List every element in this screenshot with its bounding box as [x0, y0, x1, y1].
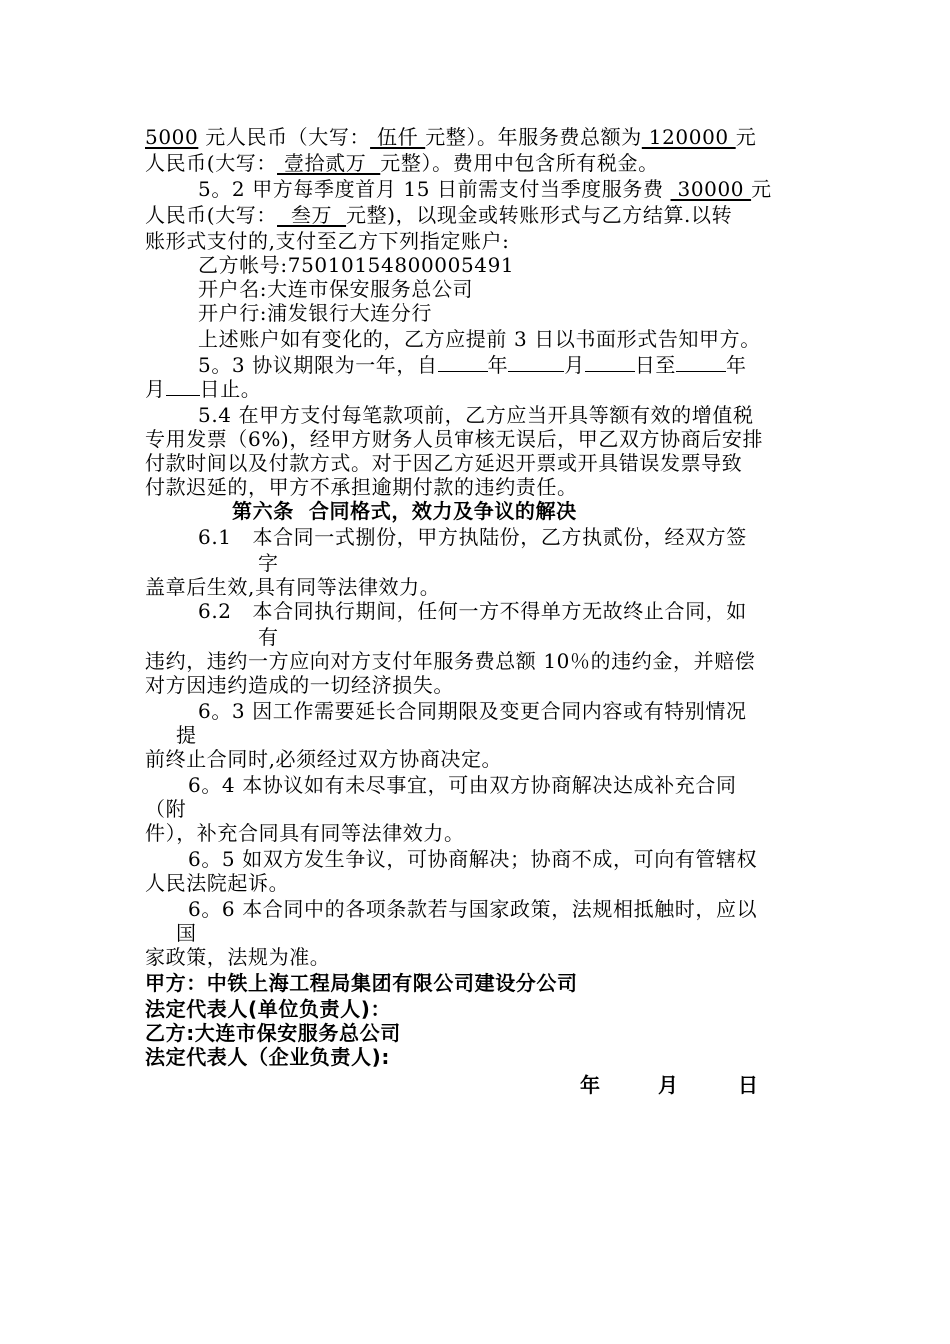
- fee-line-1: 5000 元人民币（大写： 伍仟 元整）。年服务费总额为 120000 元: [145, 125, 757, 149]
- clause-5-3-line-2: 月 日止。: [145, 377, 262, 401]
- party-b-representative: 法定代表人（企业负责人):: [145, 1045, 390, 1069]
- quarterly-fee-amount: 30000: [670, 177, 752, 201]
- clause-6-2-line-2: 有: [258, 625, 279, 649]
- account-number: 乙方帐号:75010154800005491: [198, 253, 515, 277]
- clause-6-1-line-3: 盖章后生效,具有同等法律效力。: [145, 575, 441, 599]
- clause-6-3-line-1: 6。3 因工作需要延长合同期限及变更合同内容或有特别情况: [198, 699, 747, 723]
- start-month-blank: [508, 353, 564, 372]
- start-day-blank: [585, 353, 635, 372]
- clause-6-2-line-1: 6.2 本合同执行期间，任何一方不得单方无故终止合同，如: [198, 599, 747, 623]
- clause-5-3: 5。3 协议期限为一年，自 年 月 日至 年: [198, 353, 747, 377]
- quarterly-fee-capital: 叁万: [277, 203, 347, 227]
- annual-fee-capital: 壹拾贰万: [277, 151, 381, 175]
- clause-6-5-line-1: 6。5 如双方发生争议，可协商解决；协商不成，可向有管辖权: [188, 847, 758, 871]
- sign-day: 日: [738, 1073, 759, 1097]
- bank-name: 开户行:浦发银行大连分行: [198, 301, 432, 325]
- clause-6-2-line-3: 违约，违约一方应向对方支付年服务费总额 10％的违约金，并赔偿: [145, 649, 756, 673]
- clause-5-2: 5。2 甲方每季度首月 15 日前需支付当季度服务费 30000 元: [198, 177, 772, 201]
- end-day-blank: [166, 377, 200, 396]
- sign-year: 年: [580, 1073, 601, 1097]
- clause-6-1-line-1: 6.1 本合同一式捌份，甲方执陆份，乙方执贰份，经双方签: [198, 525, 747, 549]
- clause-5-4-line-4: 付款迟延的，甲方不承担逾期付款的违约责任。: [145, 475, 578, 499]
- clause-6-4-line-2: （附: [145, 797, 187, 821]
- party-a-representative: 法定代表人(单位负责人)：: [145, 997, 392, 1021]
- sign-month: 月: [658, 1073, 679, 1097]
- clause-6-1-line-2: 字: [258, 551, 279, 575]
- clause-6-3-line-2: 提: [176, 723, 197, 747]
- clause-5-2-line-2: 人民币(大写： 叁万 元整)，以现金或转账形式与乙方结算.以转: [145, 203, 733, 227]
- monthly-fee-capital: 伍仟: [370, 125, 426, 149]
- annual-fee-total: 120000: [641, 125, 736, 149]
- party-a: 甲方：中铁上海工程局集团有限公司建设分公司: [145, 971, 578, 995]
- clause-5-2-line-3: 账形式支付的,支付至乙方下列指定账户:: [145, 229, 510, 253]
- fee-line-2: 人民币(大写： 壹拾贰万 元整）。费用中包含所有税金。: [145, 151, 659, 175]
- account-change-notice: 上述账户如有变化的，乙方应提前 3 日以书面形式告知甲方。: [198, 327, 761, 351]
- clause-6-4-line-1: 6。4 本协议如有未尽事宜，可由双方协商解决达成补充合同: [188, 773, 737, 797]
- clause-6-2-line-4: 对方因违约造成的一切经济损失。: [145, 673, 454, 697]
- clause-6-6-line-3: 家政策，法规为准。: [145, 945, 331, 969]
- clause-6-6-line-2: 国: [176, 921, 197, 945]
- clause-6-6-line-1: 6。6 本合同中的各项条款若与国家政策，法规相抵触时，应以: [188, 897, 758, 921]
- clause-6-4-line-3: 件），补充合同具有同等法律效力。: [145, 821, 465, 845]
- clause-6-5-line-2: 人民法院起诉。: [145, 871, 290, 895]
- clause-5-4-line-2: 专用发票（6%)，经甲方财务人员审核无误后，甲乙双方协商后安排: [145, 427, 764, 451]
- clause-6-3-line-3: 前终止合同时,必须经过双方协商决定。: [145, 747, 503, 771]
- article-6-heading: 第六条 合同格式，效力及争议的解决: [232, 499, 577, 523]
- monthly-fee-amount: 5000: [145, 125, 199, 149]
- party-b: 乙方:大连市保安服务总公司: [145, 1021, 401, 1045]
- end-year-blank: [676, 353, 726, 372]
- clause-5-4-line-1: 5.4 在甲方支付每笔款项前，乙方应当开具等额有效的增值税: [198, 403, 754, 427]
- start-year-blank: [438, 353, 488, 372]
- account-name: 开户名:大连市保安服务总公司: [198, 277, 474, 301]
- clause-5-4-line-3: 付款时间以及付款方式。对于因乙方延迟开票或开具错误发票导致: [145, 451, 743, 475]
